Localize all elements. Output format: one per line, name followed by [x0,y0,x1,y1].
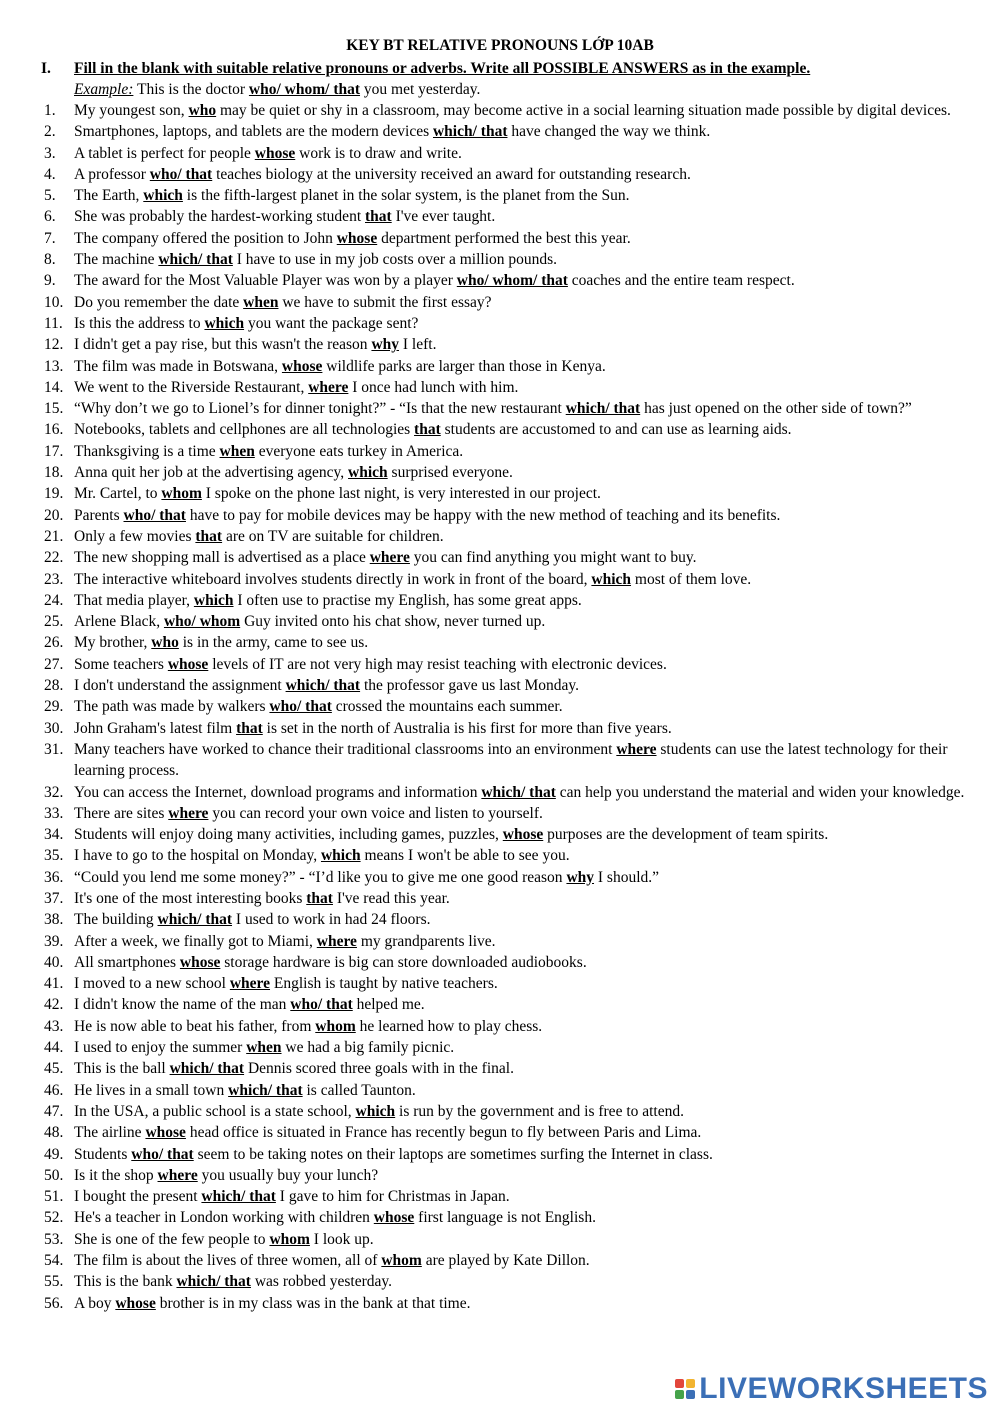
item-number: 30. [44,719,64,737]
item-text-before: “Why don’t we go to Lionel’s for dinner tonight?” - “Is that the new restaurant [74,400,566,418]
item-answer: who/ that [123,506,186,524]
exercise-item [0,419,1000,440]
page-title: KEY BT RELATIVE PRONOUNS LỚP 10AB [346,37,654,54]
item-number: 23. [44,570,64,588]
item-number: 51. [44,1188,64,1206]
item-text-before: I didn't know the name of the man [74,996,291,1014]
item-number: 13. [44,357,64,375]
item-answer: who/ that [269,698,332,716]
item-number: 2. [44,123,56,141]
item-number: 3. [44,144,56,162]
item-number: 49. [44,1145,64,1163]
item-answer: when [246,1039,282,1057]
item-number: 25. [44,613,64,631]
item-text-after: means I won't be able to see you. [360,847,570,865]
item-text-after: Guy invited onto his chat show, never turned up. [240,613,546,631]
logo-text-live: LIVE [699,1372,768,1405]
item-text-before: I have to go to the hospital on Monday, [74,847,321,865]
item-text-after: first language is not English. [414,1209,596,1227]
item-text-before: Students will enjoy doing many activities, including games, puzzles, [74,826,503,844]
item-number: 22. [44,549,64,567]
item-number: 46. [44,1081,64,1099]
exercise-item [0,356,1000,377]
exercise-item [0,398,1000,419]
exercise-item [0,845,1000,866]
item-number: 17. [44,442,64,460]
item-text-after: levels of IT are not very high may resist teaching with electronic devices. [208,655,667,673]
item-number: 26. [44,634,64,652]
exercise-item [0,547,1000,568]
item-text-after: is in the army, came to see us. [178,634,369,652]
item-answer: which/ that [285,677,361,695]
item-text-after: is the fifth-largest planet in the solar system, is the planet from the Sun. [182,187,630,205]
exercise-item [0,718,1000,739]
item-answer: which/ that [228,1081,303,1099]
item-text-before: Many teachers have worked to chance their traditional classrooms into an environment [74,740,617,758]
exercise-item [0,696,1000,717]
item-answer: where [369,549,410,567]
item-number: 24. [44,591,64,609]
exercise-item [0,1250,1000,1271]
item-number: 50. [44,1166,64,1184]
item-text-after: we had a big family picnic. [281,1039,455,1057]
exercise-item [0,739,1000,782]
item-answer: which/ that [432,123,508,141]
item-number: 52. [44,1209,64,1227]
item-text-before: He lives in a small town [74,1081,229,1099]
item-text-after: brother is in my class was in the bank at that time. [155,1294,471,1312]
item-text-after: crossed the mountains each summer. [331,698,563,716]
exercise-item [0,632,1000,653]
item-number: 16. [44,421,64,439]
item-number: 18. [44,464,64,482]
exercise-item [0,1165,1000,1186]
item-text-after: students can use the latest technology for their learning process. [74,740,948,780]
item-text-after: you can record your own voice and listen to yourself. [208,804,543,822]
item-answer: whom [161,485,202,503]
section-instruction: Fill in the blank with suitable relative pronouns or adverbs. Write all POSSIBLE ANSWERS as in the example. [74,60,811,77]
exercise-item [0,888,1000,909]
example-before: This is the doctor [133,81,249,98]
item-answer: who/ that [149,165,213,183]
item-answer: whom [381,1252,422,1270]
item-text-after: work is to draw and write. [295,144,462,162]
item-text-before: I bought the present [74,1188,202,1206]
exercise-item [0,1186,1000,1207]
item-number: 20. [44,506,64,524]
item-number: 1. [44,102,56,119]
item-number: 54. [44,1252,64,1270]
item-text-before: I used to enjoy the summer [74,1039,247,1057]
item-answer: whose [179,953,221,971]
item-text-after: I used to work in had 24 floors. [232,911,431,929]
item-answer: whom [269,1230,310,1248]
item-text-after: I look up. [309,1230,374,1248]
item-text-before: Some teachers [74,655,168,673]
item-answer: that [365,208,392,226]
item-number: 39. [44,932,64,950]
exercise-item [0,590,1000,611]
item-answer: who/ whom [163,613,241,631]
item-text-before: Is this the address to [74,314,205,332]
exercise-item [0,143,1000,164]
item-number: 21. [44,527,64,545]
exercise-item [0,292,1000,313]
item-number: 33. [44,804,64,822]
item-text-after: have changed the way we think. [507,123,711,141]
item-number: 32. [44,783,64,801]
exercise-item [0,441,1000,462]
item-answer: which/ that [158,251,233,269]
item-text-after: helped me. [352,996,425,1014]
item-text-after: I should.” [594,868,660,886]
item-text-after: I've read this year. [332,889,450,907]
item-number: 48. [44,1124,64,1142]
item-text-before: “Could you lend me some money?” - “I’d like you to give me one good reason [74,868,567,886]
item-text-after: we have to submit the first essay? [278,293,492,311]
exercise-item [0,526,1000,547]
item-answer: why [566,868,595,886]
item-text-after: Dennis scored three goals with in the final. [244,1060,514,1078]
item-answer: which [591,570,632,588]
item-text-before: I moved to a new school [74,975,230,993]
item-number: 19. [44,485,64,503]
liveworksheets-logo [675,1372,988,1406]
item-text-before: A boy [74,1294,116,1312]
exercise-item [0,782,1000,803]
item-text-before: The award for the Most Valuable Player was won by a player [74,272,457,290]
item-text-after: I left. [399,336,437,354]
item-text-after: I've ever taught. [391,208,496,226]
exercise-item [0,228,1000,249]
item-text-before: My youngest son, [74,102,189,119]
item-text-after: I gave to him for Christmas in Japan. [275,1188,510,1206]
exercise-item [0,1037,1000,1058]
item-text-after: head office is situated in France has recently begun to fly between Paris and Lima. [185,1124,702,1142]
item-answer: whose [373,1209,415,1227]
exercise-item [0,654,1000,675]
item-number: 4. [44,165,56,183]
item-answer: which/ that [157,911,233,929]
exercise-item [0,1016,1000,1037]
example-label: Example: [74,81,134,98]
item-number: 56. [44,1294,64,1312]
item-text-after: you usually buy your lunch? [197,1166,379,1184]
exercise-item [0,1271,1000,1292]
item-number: 29. [44,698,64,716]
item-answer: whom [315,1017,356,1035]
item-number: 36. [44,868,64,886]
item-number: 15. [44,400,64,418]
item-number: 43. [44,1017,64,1035]
item-text-before: He's a teacher in London working with children [74,1209,374,1227]
item-number: 41. [44,975,64,993]
item-number: 45. [44,1060,64,1078]
item-text-after: have to pay for mobile devices may be happy with the new method of teaching and its benefits. [185,506,781,524]
item-text-before: Thanksgiving is a time [74,442,220,460]
item-answer: which [320,847,361,865]
item-number: 47. [44,1102,64,1120]
exercise-item [0,100,1000,121]
item-text-after: everyone eats turkey in America. [254,442,464,460]
item-answer: whose [281,357,323,375]
exercise-item [0,1101,1000,1122]
exercise-item [0,994,1000,1015]
exercise-item [0,270,1000,291]
item-text-before: Anna quit her job at the advertising agency, [74,464,349,482]
item-text-before: Mr. Cartel, to [74,485,162,503]
exercise-item [0,952,1000,973]
exercise-item [0,505,1000,526]
example-line [74,79,974,100]
item-text-after: storage hardware is big can store downloaded audiobooks. [220,953,587,971]
exercise-item [0,377,1000,398]
item-text-after: he learned how to play chess. [355,1017,543,1035]
exercise-item [0,1293,1000,1314]
item-text-before: The building [74,911,158,929]
exercise-item [0,334,1000,355]
item-answer: where [316,932,357,950]
item-text-before: She was probably the hardest-working student [74,208,365,226]
exercise-item [0,483,1000,504]
exercise-item [0,206,1000,227]
item-text-before: The company offered the position to John [74,229,337,247]
item-answer: that [414,421,441,439]
item-text-after: surprised everyone. [387,464,513,482]
item-text-after: are on TV are suitable for children. [222,527,444,545]
exercise-item [0,611,1000,632]
item-text-before: Is it the shop [74,1166,158,1184]
item-answer: that [195,527,223,545]
item-text-before: It's one of the most interesting books [74,889,307,907]
exercise-list [0,100,1000,1314]
item-text-after: teaches biology at the university received an award for outstanding research. [212,165,691,183]
item-text-before: The film was made in Botswana, [74,357,282,375]
item-answer: which/ that [481,783,556,801]
item-text-before: The Earth, [74,187,144,205]
exercise-item [0,1080,1000,1101]
item-answer: why [371,336,400,354]
item-answer: that [236,719,263,737]
item-answer: which/ that [176,1273,251,1291]
item-answer: which/ that [201,1188,276,1206]
item-text-before: That media player, [74,591,194,609]
item-text-after: may be quiet or shy in a classroom, may become active in a social learning situation made possible by digital devices. [216,102,951,119]
item-answer: who [188,102,217,119]
item-number: 8. [44,251,56,269]
item-answer: when [243,293,279,311]
item-number: 7. [44,229,56,247]
exercise-item [0,313,1000,334]
item-text-before: Do you remember the date [74,293,244,311]
item-text-before: Only a few movies [74,527,196,545]
item-answer: which/ that [169,1060,245,1078]
item-text-after: I often use to practise my English, has some great apps. [233,591,582,609]
item-text-before: There are sites [74,804,169,822]
item-text-before: The interactive whiteboard involves students directly in work in front of the board, [74,570,592,588]
item-text-after: I once had lunch with him. [348,378,519,396]
item-text-before: Students [74,1145,132,1163]
item-answer: which [355,1102,396,1120]
item-answer: where [168,804,209,822]
exercise-item [0,909,1000,930]
item-answer: whose [254,144,296,162]
item-answer: which [193,591,234,609]
item-number: 35. [44,847,64,865]
item-number: 31. [44,740,64,758]
item-answer: whose [502,826,544,844]
item-answer: where [157,1166,198,1184]
item-text-before: Parents [74,506,124,524]
exercise-item [0,803,1000,824]
item-text-before: All smartphones [74,953,180,971]
section-numeral: I. [41,60,51,77]
item-text-before: She is one of the few people to [74,1230,270,1248]
item-number: 40. [44,953,64,971]
exercise-item [0,675,1000,696]
item-text-after: is called Taunton. [302,1081,416,1099]
item-text-before: John Graham's latest film [74,719,237,737]
item-number: 6. [44,208,56,226]
example-after: you met yesterday. [360,81,481,98]
item-text-before: The film is about the lives of three women, all of [74,1252,382,1270]
item-text-before: This is the bank [74,1273,177,1291]
item-text-after: purposes are the development of team spirits. [543,826,829,844]
item-number: 55. [44,1273,64,1291]
exercise-item [0,185,1000,206]
exercise-item [0,1144,1000,1165]
item-text-after: English is taught by native teachers. [270,975,498,993]
item-text-after: my grandparents live. [356,932,496,950]
item-text-after: wildlife parks are larger than those in Kenya. [322,357,606,375]
item-text-before: We went to the Riverside Restaurant, [74,378,309,396]
item-answer: whose [336,229,378,247]
item-text-after: is run by the government and is free to attend. [395,1102,684,1120]
item-text-before: You can access the Internet, download programs and information [74,783,482,801]
item-number: 12. [44,336,64,354]
item-text-before: The machine [74,251,159,269]
item-number: 27. [44,655,64,673]
item-number: 42. [44,996,64,1014]
item-text-before: In the USA, a public school is a state school, [74,1102,356,1120]
exercise-item [0,121,1000,142]
item-text-before: The airline [74,1124,146,1142]
item-text-before: After a week, we finally got to Miami, [74,932,317,950]
item-text-before: He is now able to beat his father, from [74,1017,316,1035]
exercise-item [0,931,1000,952]
item-text-after: has just opened on the other side of town?” [640,400,912,418]
item-text-after: most of them love. [631,570,752,588]
item-answer: who/ that [290,996,353,1014]
item-answer: that [306,889,333,907]
item-text-before: Notebooks, tablets and cellphones are all technologies [74,421,415,439]
exercise-item [0,164,1000,185]
item-number: 5. [44,187,56,205]
section-heading [41,58,971,79]
item-answer: where [308,378,349,396]
item-text-before: The new shopping mall is advertised as a place [74,549,370,567]
item-text-after: you can find anything you might want to buy. [409,549,697,567]
item-answer: which [143,187,183,205]
item-text-after: can help you understand the material and widen your knowledge. [555,783,965,801]
item-number: 44. [44,1039,64,1057]
item-answer: whose [167,655,209,673]
item-answer: whose [145,1124,186,1142]
exercise-item [0,462,1000,483]
item-text-after: I have to use in my job costs over a million pounds. [232,251,558,269]
exercise-item [0,973,1000,994]
item-answer: which/ that [565,400,641,418]
item-number: 10. [44,293,64,311]
item-answer: who/ whom/ that [456,272,568,290]
item-text-after: department performed the best this year. [377,229,631,247]
exercise-item [0,824,1000,845]
item-text-before: My brother, [74,634,152,652]
item-text-before: Arlene Black, [74,613,164,631]
item-answer: who/ that [131,1145,194,1163]
item-text-before: I don't understand the assignment [74,677,286,695]
item-number: 34. [44,826,64,844]
item-answer: whose [115,1294,156,1312]
item-number: 28. [44,677,64,695]
item-text-after: coaches and the entire team respect. [567,272,795,290]
item-answer: where [229,975,271,993]
example-answer: who/ whom/ that [248,81,361,98]
item-answer: which [348,464,388,482]
item-answer: who [151,634,179,652]
item-number: 37. [44,889,64,907]
item-text-after: you want the package sent? [244,314,419,332]
item-answer: where [616,740,657,758]
exercise-item [0,1229,1000,1250]
exercise-item [0,569,1000,590]
item-number: 9. [44,272,56,290]
item-text-before: Smartphones, laptops, and tablets are the modern devices [74,123,433,141]
item-number: 38. [44,911,64,929]
logo-text-worksheets: WORKSHEETS [767,1372,988,1405]
exercise-item [0,867,1000,888]
exercise-item [0,249,1000,270]
liveworksheets-logo-icon [675,1379,695,1399]
item-text-before: A professor [74,165,150,183]
exercise-item [0,1058,1000,1079]
item-text-after: is set in the north of Australia is his first for more than five years. [262,719,672,737]
item-text-after: are played by Kate Dillon. [421,1252,590,1270]
item-text-before: The path was made by walkers [74,698,270,716]
item-answer: which [204,314,245,332]
exercise-item [0,1207,1000,1228]
item-number: 14. [44,378,64,396]
item-text-after: I spoke on the phone last night, is very interested in our project. [201,485,601,503]
item-text-after: the professor gave us last Monday. [360,677,580,695]
item-number: 11. [44,314,63,332]
exercise-item [0,1122,1000,1143]
item-answer: when [219,442,255,460]
item-text-before: I didn't get a pay rise, but this wasn't the reason [74,336,372,354]
item-text-after: seem to be taking notes on their laptops are sometimes surfing the Internet in class. [193,1145,713,1163]
item-text-before: This is the ball [74,1060,170,1078]
item-text-before: A tablet is perfect for people [74,144,255,162]
item-number: 53. [44,1230,64,1248]
item-text-after: students are accustomed to and can use as learning aids. [440,421,792,439]
item-text-after: was robbed yesterday. [250,1273,392,1291]
